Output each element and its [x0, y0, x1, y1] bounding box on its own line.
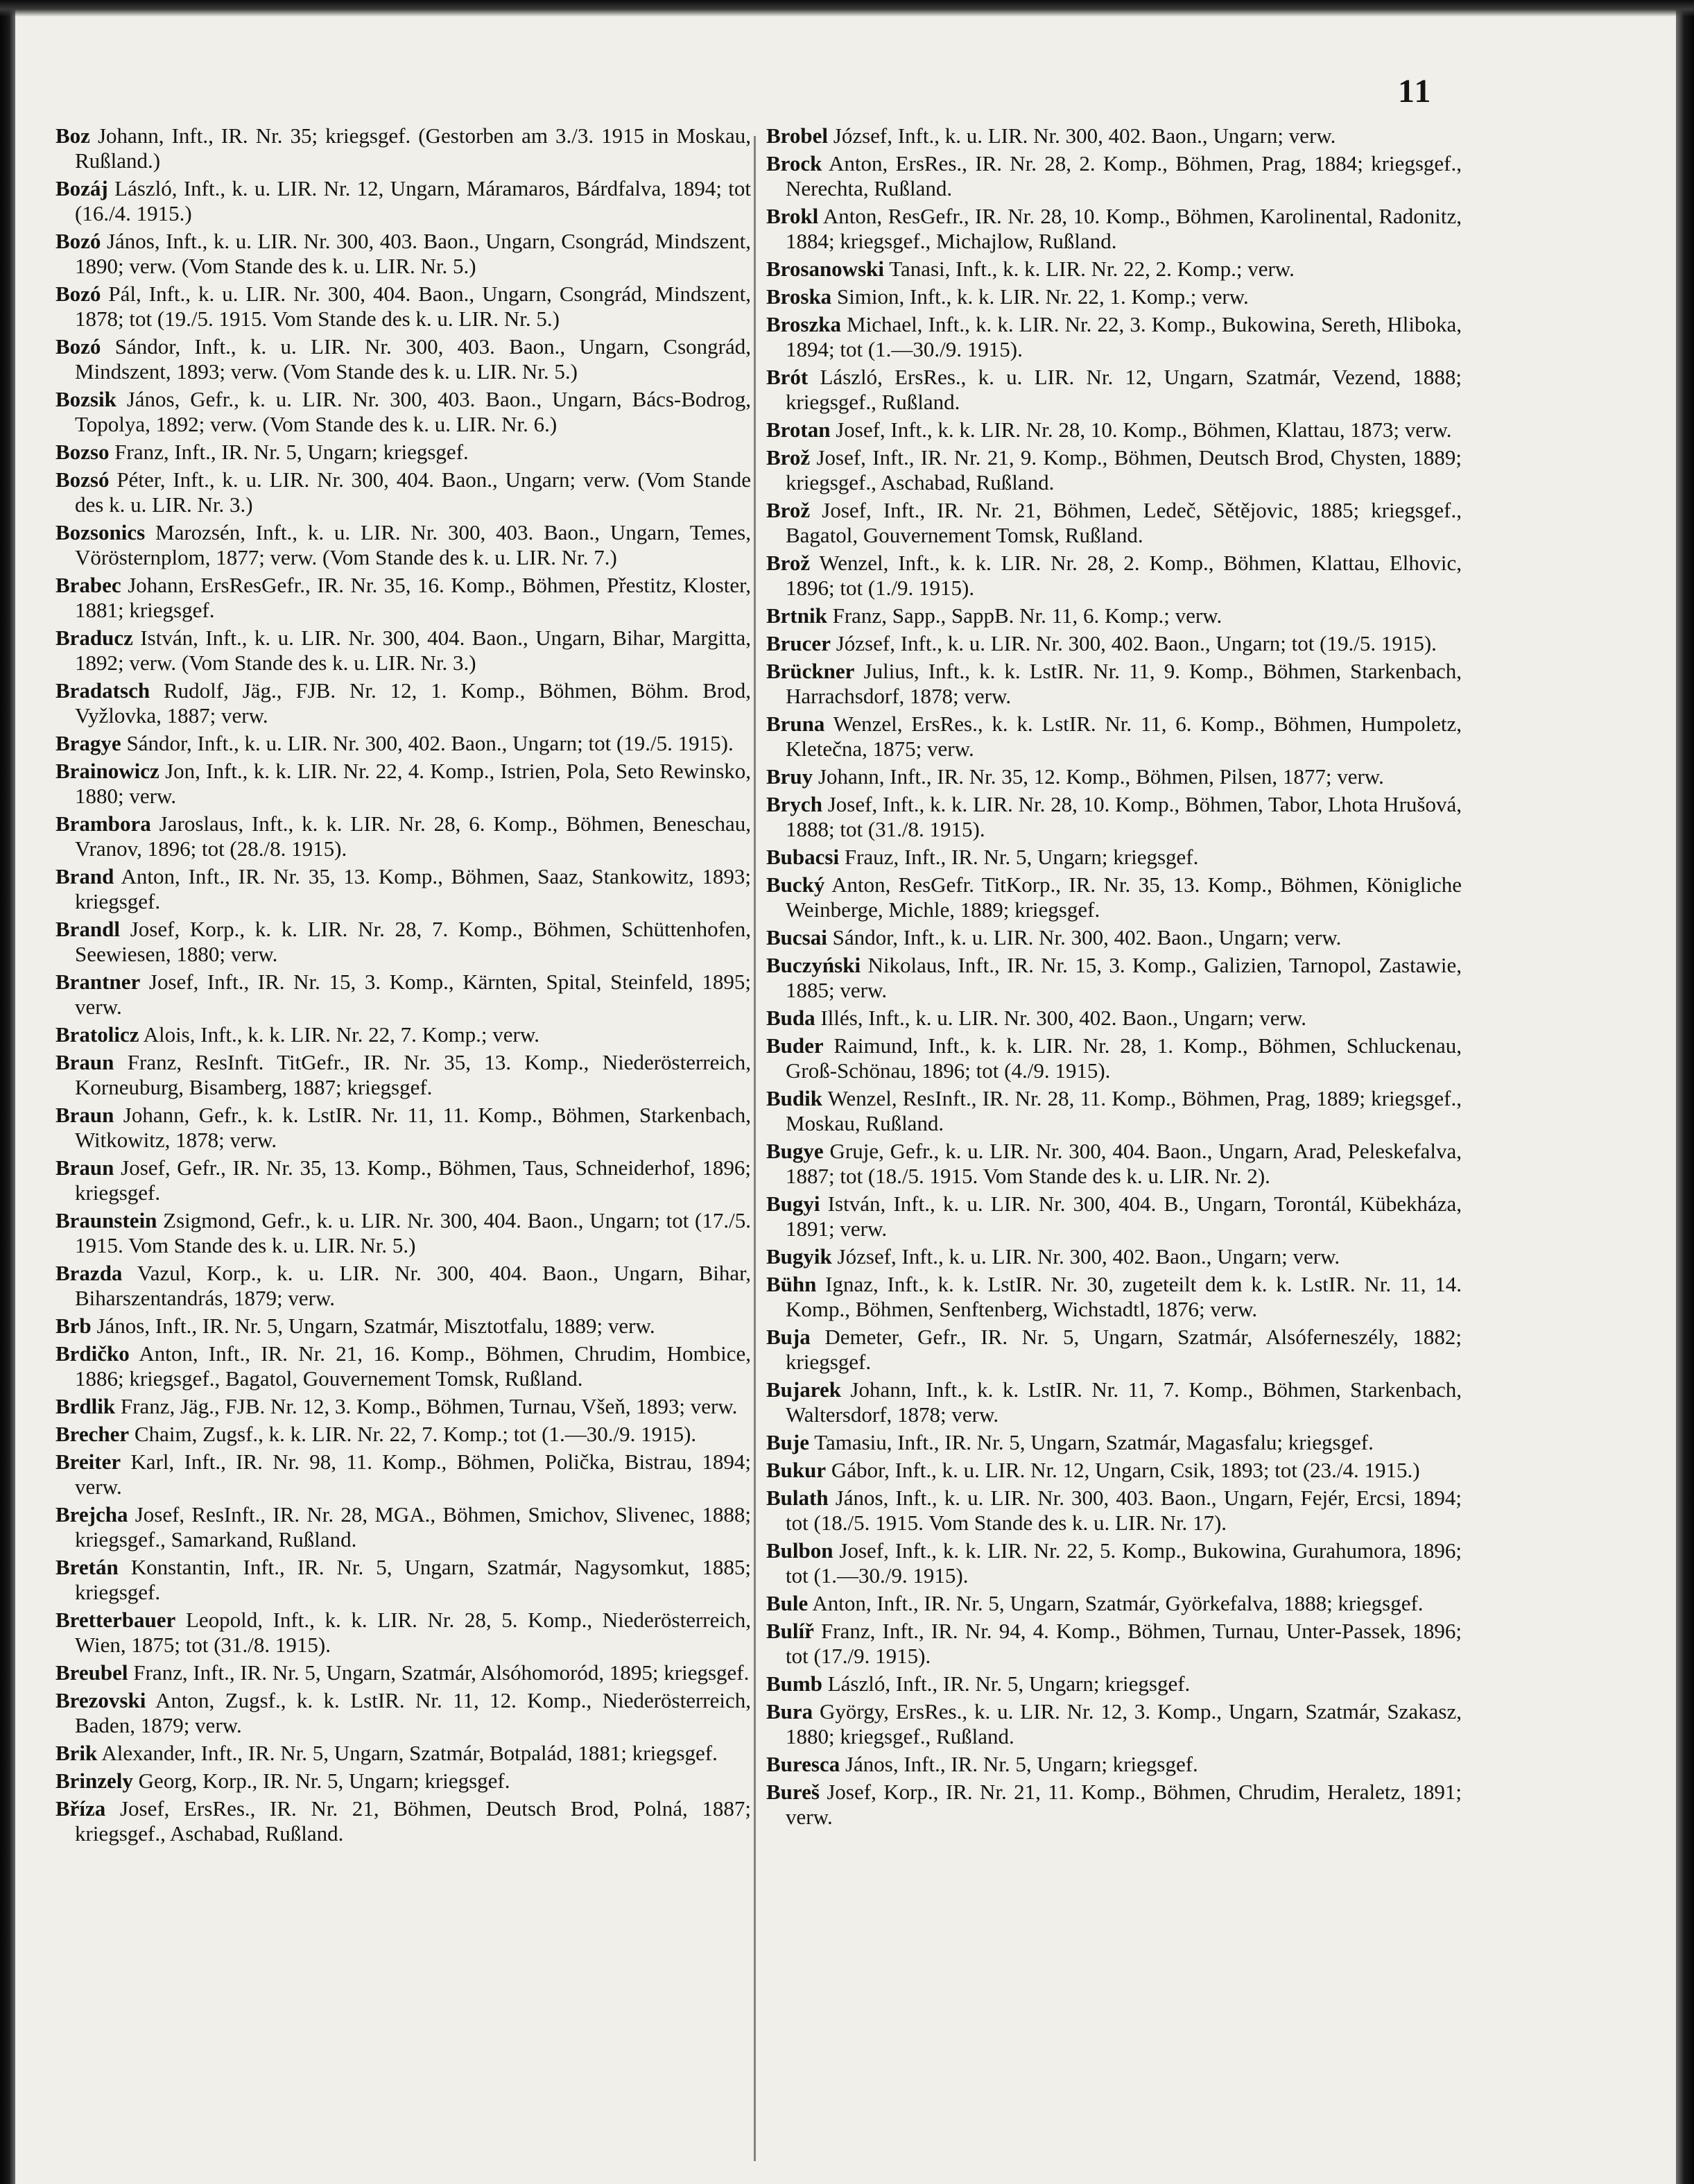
list-entry: [55, 1450, 751, 1499]
entry-details: Josef, ErsRes., IR. Nr. 21, Böhmen, Deutsch Brod, Polná, 1887; kriegsgef., Aschabad, Rußland.: [75, 1796, 752, 1846]
entry-name: Bujarek: [766, 1377, 841, 1402]
entry-details: Anton, ResGefr. TitKorp., IR. Nr. 35, 13. Komp., Böhmen, Königliche Weinberge, Michle, 1889; kriegsgef.: [786, 872, 1462, 922]
list-entry: [766, 1458, 1462, 1483]
entry-name: Bubacsi: [766, 845, 840, 869]
entry-details: Josef, Inft., k. k. LIR. Nr. 28, 10. Komp., Böhmen, Klattau, 1873; verw.: [836, 418, 1452, 442]
list-entry: [766, 925, 1462, 950]
list-entry: [55, 1314, 751, 1339]
entry-details: Vazul, Korp., k. u. LIR. Nr. 300, 404. Baon., Ungarn, Bihar, Biharszentandrás, 1879; verw.: [75, 1261, 751, 1310]
list-entry: [55, 1502, 751, 1552]
list-entry: [766, 312, 1462, 362]
entry-name: Brb: [55, 1314, 92, 1338]
list-entry: [766, 284, 1462, 309]
entry-details: Alois, Inft., k. k. LIR. Nr. 22, 7. Komp.; verw.: [143, 1022, 540, 1047]
entry-details: Alexander, Inft., IR. Nr. 5, Ungarn, Szatmár, Botpalád, 1881; kriegsgef.: [101, 1741, 718, 1765]
list-entry: [766, 551, 1462, 601]
entry-details: Anton, Inft., IR. Nr. 21, 16. Komp., Böhmen, Chrudim, Hombice, 1886; kriegsgef., Bagatol, Gouvernement Tomsk, Rußland.: [75, 1341, 751, 1391]
entry-details: László, Inft., IR. Nr. 5, Ungarn; kriegsgef.: [827, 1671, 1191, 1696]
entry-details: József, Inft., k. u. LIR. Nr. 300, 402. Baon., Ungarn; verw.: [837, 1244, 1340, 1269]
entry-name: Bradatsch: [55, 678, 150, 703]
entry-details: Pál, Inft., k. u. LIR. Nr. 300, 404. Baon., Ungarn, Csongrád, Mindszent, 1878; tot (19./5. 1915. Vom Stande des k. u. LIR. Nr. 5.): [75, 282, 752, 331]
list-entry: [55, 731, 751, 756]
entry-name: Brainowicz: [55, 759, 159, 783]
entry-name: Breubel: [55, 1660, 128, 1685]
page-edge-right: [1676, 0, 1694, 2184]
right-column: [766, 123, 1462, 1832]
entry-details: Josef, Gefr., IR. Nr. 35, 13. Komp., Böhmen, Taus, Schneiderhof, 1896; kriegsgef.: [75, 1155, 751, 1205]
list-entry: [55, 678, 751, 728]
list-entry: [55, 334, 751, 384]
entry-details: Johann, Gefr., k. k. LstIR. Nr. 11, 11. Komp., Böhmen, Starkenbach, Witkowitz, 1878; verw.: [75, 1103, 752, 1152]
list-entry: [766, 1325, 1462, 1375]
entry-details: Anton, Inft., IR. Nr. 5, Ungarn, Szatmár, Györkefalva, 1888; kriegsgef.: [812, 1591, 1424, 1615]
list-entry: [55, 1769, 751, 1794]
entry-details: Simion, Inft., k. k. LIR. Nr. 22, 1. Komp.; verw.: [836, 284, 1249, 309]
entry-details: Rudolf, Jäg., FJB. Nr. 12, 1. Komp., Böhmen, Böhm. Brod, Vyžlovka, 1887; verw.: [75, 678, 751, 728]
entry-details: Wenzel, Inft., k. k. LIR. Nr. 28, 2. Komp., Böhmen, Klattau, Elhovic, 1896; tot (1./9. 1915).: [786, 551, 1462, 600]
entry-name: Bukur: [766, 1458, 827, 1482]
entry-name: Bugye: [766, 1139, 824, 1163]
entry-details: Anton, ResGefr., IR. Nr. 28, 10. Komp., Böhmen, Karolinental, Radonitz, 1884; kriegsgef., Michajlow, Rußland.: [786, 204, 1462, 253]
entry-details: Johann, Inft., k. k. LstIR. Nr. 11, 7. Komp., Böhmen, Starkenbach, Waltersdorf, 1878; verw.: [786, 1377, 1462, 1427]
entry-details: Georg, Korp., IR. Nr. 5, Ungarn; kriegsgef.: [138, 1769, 510, 1793]
entry-details: Demeter, Gefr., IR. Nr. 5, Ungarn, Szatmár, Alsóferneszély, 1882; kriegsgef.: [786, 1325, 1462, 1374]
list-entry: [766, 764, 1462, 789]
entry-details: Josef, Inft., IR. Nr. 15, 3. Komp., Kärnten, Spital, Steinfeld, 1895; verw.: [75, 970, 752, 1019]
entry-details: Johann, Inft., IR. Nr. 35; kriegsgef. (Gestorben am 3./3. 1915 in Moskau, Rußland.): [75, 123, 751, 173]
entry-details: Sándor, Inft., k. u. LIR. Nr. 300, 402. Baon., Ungarn; verw.: [832, 925, 1342, 949]
entry-name: Bozsonics: [55, 520, 146, 544]
list-entry: [766, 1139, 1462, 1189]
list-entry: [55, 864, 751, 914]
entry-details: György, ErsRes., k. u. LIR. Nr. 12, 3. Komp., Ungarn, Szatmár, Szakasz, 1880; kriegsgef., Rußland.: [786, 1699, 1462, 1748]
list-entry: [55, 1341, 751, 1391]
entry-name: Bretterbauer: [55, 1608, 176, 1632]
entry-name: Buja: [766, 1325, 811, 1349]
entry-details: Josef, Inft., IR. Nr. 21, Böhmen, Ledeč, Sětějovic, 1885; kriegsgef., Bagatol, Gouvernement Tomsk, Rußland.: [786, 498, 1462, 547]
entry-name: Braducz: [55, 626, 133, 650]
entry-name: Budik: [766, 1086, 823, 1110]
entry-name: Bruy: [766, 764, 813, 789]
entry-name: Bozó: [55, 229, 101, 253]
entry-name: Brabec: [55, 573, 121, 597]
entry-details: Josef, Inft., k. k. LIR. Nr. 22, 5. Komp., Bukowina, Gurahumora, 1896; tot (1.—30./9. 1915).: [786, 1538, 1462, 1588]
entry-name: Buda: [766, 1006, 815, 1030]
entry-name: Buresca: [766, 1752, 840, 1776]
column-divider: [754, 136, 756, 2161]
entry-name: Brót: [766, 365, 809, 389]
entry-name: Bura: [766, 1699, 813, 1723]
list-entry: [55, 1660, 751, 1685]
entry-details: Konstantin, Inft., IR. Nr. 5, Ungarn, Szatmár, Nagysomkut, 1885; kriegsgef.: [75, 1555, 752, 1604]
entry-name: Brand: [55, 864, 114, 888]
entry-name: Bratolicz: [55, 1022, 139, 1047]
entry-name: Bugyik: [766, 1244, 832, 1269]
entry-name: Braun: [55, 1050, 114, 1074]
list-entry: [766, 659, 1462, 709]
page-edge-top: [0, 0, 1694, 17]
list-entry: [55, 123, 751, 173]
entry-name: Bretán: [55, 1555, 119, 1579]
entry-details: Karl, Inft., IR. Nr. 98, 11. Komp., Böhmen, Polička, Bistrau, 1894; verw.: [75, 1450, 752, 1499]
list-entry: [766, 1244, 1462, 1269]
entry-details: János, Inft., k. u. LIR. Nr. 300, 403. Baon., Ungarn, Fejér, Ercsi, 1894; tot (18./5. 1915. Vom Stande des k. u. LIR. Nr. 17).: [786, 1486, 1462, 1535]
entry-details: István, Inft., k. u. LIR. Nr. 300, 404. B., Ungarn, Torontál, Kübekháza, 1891; verw.: [786, 1192, 1462, 1241]
entry-name: Bühn: [766, 1272, 817, 1296]
list-entry: [766, 1619, 1462, 1669]
entry-name: Brejcha: [55, 1502, 128, 1527]
entry-name: Bulbon: [766, 1538, 833, 1563]
entry-name: Breiter: [55, 1450, 121, 1474]
entry-details: Josef, Inft., k. k. LIR. Nr. 28, 10. Komp., Böhmen, Tabor, Lhota Hrušová, 1888; tot (31./8. 1915).: [786, 792, 1462, 841]
entry-name: Buje: [766, 1430, 809, 1454]
entry-name: Brik: [55, 1741, 98, 1765]
entry-name: Boz: [55, 123, 90, 148]
entry-details: Wenzel, ResInft., IR. Nr. 28, 11. Komp., Böhmen, Prag, 1889; kriegsgef., Moskau, Rußland.: [786, 1086, 1462, 1135]
entry-name: Brož: [766, 498, 811, 522]
entry-details: Chaim, Zugsf., k. k. LIR. Nr. 22, 7. Komp.; tot (1.—30./9. 1915).: [134, 1422, 697, 1446]
entry-name: Bule: [766, 1591, 809, 1615]
entry-details: Tanasi, Inft., k. k. LIR. Nr. 22, 2. Komp.; verw.: [889, 257, 1295, 281]
entry-details: Raimund, Inft., k. k. LIR. Nr. 28, 1. Komp., Böhmen, Schluckenau, Groß-Schönau, 1896; tot (4./9. 1915).: [786, 1033, 1462, 1083]
list-entry: [766, 498, 1462, 548]
entry-name: Brokl: [766, 204, 819, 228]
list-entry: [766, 151, 1462, 201]
entry-name: Brož: [766, 445, 811, 470]
list-entry: [766, 1272, 1462, 1322]
list-entry: [766, 1377, 1462, 1427]
entry-name: Bugyi: [766, 1192, 820, 1216]
list-entry: [55, 1796, 751, 1846]
list-entry: [55, 573, 751, 623]
list-entry: [55, 1555, 751, 1605]
entry-details: Gruje, Gefr., k. u. LIR. Nr. 300, 404. Baon., Ungarn, Arad, Peleskefalva, 1887; tot (18./5. 1915. Vom Stande des k. u. LIR. Nr. 2).: [786, 1139, 1462, 1188]
list-entry: [766, 792, 1462, 842]
list-entry: [766, 1591, 1462, 1616]
entry-details: Franz, Jäg., FJB. Nr. 12, 3. Komp., Böhmen, Turnau, Všeň, 1893; verw.: [120, 1394, 738, 1418]
list-entry: [55, 282, 751, 332]
list-entry: [766, 1086, 1462, 1136]
entry-name: Brož: [766, 551, 811, 575]
entry-details: István, Inft., k. u. LIR. Nr. 300, 404. Baon., Ungarn, Bihar, Margitta, 1892; verw. (Vom Stande des k. u. LIR. Nr. 3.): [75, 626, 751, 675]
entry-details: János, Inft., k. u. LIR. Nr. 300, 403. Baon., Ungarn, Csongrád, Mindszent, 1890; verw. (Vom Stande des k. u. LIR. Nr. 5.): [75, 229, 751, 278]
entry-name: Brtnik: [766, 603, 827, 628]
entry-name: Brotan: [766, 418, 831, 442]
entry-details: Franz, Sapp., SappB. Nr. 11, 6. Komp.; verw.: [832, 603, 1222, 628]
entry-name: Brantner: [55, 970, 141, 994]
entry-details: Marozsén, Inft., k. u. LIR. Nr. 300, 403. Baon., Ungarn, Temes, Vörösternplom, 1877; verw. (Vom Stande des k. u. LIR. Nr. 7.): [75, 520, 751, 569]
list-entry: [766, 1671, 1462, 1696]
list-entry: [55, 759, 751, 809]
entry-name: Bozáj: [55, 176, 108, 200]
entry-name: Bucký: [766, 872, 825, 897]
list-entry: [766, 1538, 1462, 1588]
entry-details: László, ErsRes., k. u. LIR. Nr. 12, Ungarn, Szatmár, Vezend, 1888; kriegsgef., Rußland.: [786, 365, 1462, 414]
entry-details: Josef, Korp., k. k. LIR. Nr. 28, 7. Komp., Böhmen, Schüttenhofen, Seewiesen, 1880; verw.: [75, 917, 751, 966]
list-entry: [55, 467, 751, 517]
entry-name: Bozó: [55, 334, 101, 359]
list-entry: [766, 204, 1462, 254]
entry-details: Sándor, Inft., k. u. LIR. Nr. 300, 403. Baon., Ungarn, Csongrád, Mindszent, 1893; verw. (Vom Stande des k. u. LIR. Nr. 5.): [75, 334, 752, 384]
list-entry: [55, 970, 751, 1020]
entry-details: Anton, Zugsf., k. k. LstIR. Nr. 11, 12. Komp., Niederösterreich, Baden, 1879; verw.: [75, 1688, 751, 1737]
entry-name: Bulíř: [766, 1619, 814, 1643]
list-entry: [766, 1033, 1462, 1083]
list-entry: [766, 1752, 1462, 1777]
list-entry: [766, 445, 1462, 495]
entry-details: Franz, Inft., IR. Nr. 94, 4. Komp., Böhmen, Turnau, Unter-Passek, 1896; tot (17./9. 1915).: [786, 1619, 1462, 1668]
entry-details: Jon, Inft., k. k. LIR. Nr. 22, 4. Komp., Istrien, Pola, Seto Rewinsko, 1880; verw.: [75, 759, 752, 808]
entry-details: Josef, Inft., IR. Nr. 21, 9. Komp., Böhmen, Deutsch Brod, Chysten, 1889; kriegsgef., Aschabad, Rußland.: [786, 445, 1462, 495]
list-entry: [55, 229, 751, 279]
entry-name: Brdlik: [55, 1394, 116, 1418]
entry-details: Ignaz, Inft., k. k. LstIR. Nr. 30, zugeteilt dem k. k. LstIR. Nr. 11, 14. Komp., Böhmen, Senftenberg, Wichstadtl, 1876; verw.: [786, 1272, 1462, 1321]
list-entry: [55, 387, 751, 437]
left-column: [55, 123, 751, 1849]
list-entry: [55, 917, 751, 967]
entry-name: Bozsó: [55, 467, 110, 492]
list-entry: [766, 603, 1462, 628]
list-entry: [766, 123, 1462, 148]
page-number: 11: [1398, 73, 1433, 110]
list-entry: [766, 872, 1462, 922]
page-edge-left: [0, 0, 15, 2184]
entry-details: Michael, Inft., k. k. LIR. Nr. 22, 3. Komp., Bukowina, Sereth, Hliboka, 1894; tot (1.—30./9. 1915).: [786, 312, 1462, 361]
entry-name: Brecher: [55, 1422, 130, 1446]
list-entry: [55, 176, 751, 226]
entry-details: Jaroslaus, Inft., k. k. LIR. Nr. 28, 6. Komp., Böhmen, Beneschau, Vranov, 1896; tot (28./8. 1915).: [75, 811, 752, 861]
entry-details: Zsigmond, Gefr., k. u. LIR. Nr. 300, 404. Baon., Ungarn; tot (17./5. 1915. Vom Stande des k. u. LIR. Nr. 5.): [75, 1208, 751, 1257]
list-entry: [55, 1394, 751, 1419]
entry-details: Johann, ErsResGefr., IR. Nr. 35, 16. Komp., Böhmen, Přestitz, Kloster, 1881; kriegsgef.: [75, 573, 752, 622]
list-entry: [766, 1006, 1462, 1031]
list-entry: [55, 1103, 751, 1153]
entry-name: Brdičko: [55, 1341, 130, 1366]
entry-name: Brückner: [766, 659, 855, 683]
entry-name: Brucer: [766, 631, 831, 655]
list-entry: [55, 1741, 751, 1766]
list-entry: [766, 1430, 1462, 1455]
entry-details: Anton, ErsRes., IR. Nr. 28, 2. Komp., Böhmen, Prag, 1884; kriegsgef., Nerechta, Rußland.: [786, 151, 1462, 200]
entry-details: Nikolaus, Inft., IR. Nr. 15, 3. Komp., Galizien, Tarnopol, Zastawie, 1885; verw.: [786, 953, 1462, 1002]
entry-details: János, Inft., IR. Nr. 5, Ungarn; kriegsgef.: [845, 1752, 1198, 1776]
entry-name: Braunstein: [55, 1208, 157, 1232]
list-entry: [766, 845, 1462, 870]
entry-name: Brinzely: [55, 1769, 133, 1793]
list-entry: [55, 520, 751, 570]
list-entry: [55, 1422, 751, 1447]
entry-details: Gábor, Inft., k. u. LIR. Nr. 12, Ungarn, Csik, 1893; tot (23./4. 1915.): [831, 1458, 1420, 1482]
entry-details: Julius, Inft., k. k. LstIR. Nr. 11, 9. Komp., Böhmen, Starkenbach, Harrachsdorf, 1878; verw.: [786, 659, 1462, 708]
list-entry: [55, 1608, 751, 1658]
entry-details: József, Inft., k. u. LIR. Nr. 300, 402. Baon., Ungarn; verw.: [833, 123, 1336, 148]
entry-name: Brezovski: [55, 1688, 146, 1712]
list-entry: [766, 1780, 1462, 1830]
list-entry: [766, 257, 1462, 282]
entry-name: Brock: [766, 151, 822, 175]
entry-name: Brambora: [55, 811, 151, 836]
list-entry: [55, 1208, 751, 1258]
list-entry: [766, 631, 1462, 656]
entry-details: Leopold, Inft., k. k. LIR. Nr. 28, 5. Komp., Niederösterreich, Wien, 1875; tot (31./8. 1915).: [75, 1608, 752, 1657]
list-entry: [766, 1699, 1462, 1749]
list-entry: [55, 440, 751, 465]
entry-details: Tamasiu, Inft., IR. Nr. 5, Ungarn, Szatmár, Magasfalu; kriegsgef.: [814, 1430, 1374, 1454]
list-entry: [766, 1192, 1462, 1241]
entry-name: Bumb: [766, 1671, 822, 1696]
entry-name: Broszka: [766, 312, 841, 336]
entry-name: Bulath: [766, 1486, 829, 1510]
entry-name: Braun: [55, 1103, 114, 1127]
entry-details: Anton, Inft., IR. Nr. 35, 13. Komp., Böhmen, Saaz, Stankowitz, 1893; kriegsgef.: [75, 864, 751, 913]
entry-name: Buczyński: [766, 953, 861, 977]
list-entry: [766, 1486, 1462, 1536]
list-entry: [55, 811, 751, 861]
entry-details: Illés, Inft., k. u. LIR. Nr. 300, 402. Baon., Ungarn; verw.: [820, 1006, 1306, 1030]
entry-name: Bucsai: [766, 925, 827, 949]
entry-name: Brobel: [766, 123, 828, 148]
entry-name: Bragye: [55, 731, 121, 755]
entry-name: Bříza: [55, 1796, 106, 1821]
list-entry: [766, 365, 1462, 415]
list-entry: [55, 1155, 751, 1205]
entry-details: János, Gefr., k. u. LIR. Nr. 300, 403. Baon., Ungarn, Bács-Bodrog, Topolya, 1892; verw. (Vom Stande des k. u. LIR. Nr. 6.): [75, 387, 752, 436]
entry-name: Bozó: [55, 282, 101, 306]
entry-name: Buder: [766, 1033, 824, 1058]
entry-details: Frauz, Inft., IR. Nr. 5, Ungarn; kriegsgef.: [844, 845, 1199, 869]
entry-details: Johann, Inft., IR. Nr. 35, 12. Komp., Böhmen, Pilsen, 1877; verw.: [818, 764, 1384, 789]
list-entry: [766, 953, 1462, 1003]
entry-details: Sándor, Inft., k. u. LIR. Nr. 300, 402. Baon., Ungarn; tot (19./5. 1915).: [126, 731, 734, 755]
list-entry: [766, 418, 1462, 442]
entry-details: Josef, Korp., IR. Nr. 21, 11. Komp., Böhmen, Chrudim, Heraletz, 1891; verw.: [786, 1780, 1462, 1829]
list-entry: [55, 1261, 751, 1311]
entry-name: Braun: [55, 1155, 114, 1180]
entry-details: József, Inft., k. u. LIR. Nr. 300, 402. Baon., Ungarn; tot (19./5. 1915).: [836, 631, 1437, 655]
entry-name: Bozsik: [55, 387, 116, 411]
entry-details: Franz, Inft., IR. Nr. 5, Ungarn; kriegsgef.: [114, 440, 469, 464]
entry-details: Péter, Inft., k. u. LIR. Nr. 300, 404. Baon., Ungarn; verw. (Vom Stande des k. u. LIR. Nr. 3.): [75, 467, 752, 517]
list-entry: [55, 626, 751, 676]
entry-name: Broska: [766, 284, 832, 309]
entry-details: Franz, ResInft. TitGefr., IR. Nr. 35, 13. Komp., Niederösterreich, Korneuburg, Bisamberg, 1887; kriegsgef.: [75, 1050, 752, 1099]
entry-name: Brazda: [55, 1261, 123, 1285]
entry-details: János, Inft., IR. Nr. 5, Ungarn, Szatmár, Misztotfalu, 1889; verw.: [96, 1314, 655, 1338]
entry-name: Brosanowski: [766, 257, 884, 281]
entry-details: László, Inft., k. u. LIR. Nr. 12, Ungarn, Máramaros, Bárdfalva, 1894; tot (16./4. 1915.): [75, 176, 752, 225]
entry-name: Bureš: [766, 1780, 820, 1804]
entry-details: Josef, ResInft., IR. Nr. 28, MGA., Böhmen, Smichov, Slivenec, 1888; kriegsgef., Samarkand, Rußland.: [75, 1502, 751, 1551]
list-entry: [55, 1688, 751, 1738]
entry-name: Bozso: [55, 440, 110, 464]
list-entry: [766, 712, 1462, 762]
list-entry: [55, 1050, 751, 1100]
list-entry: [55, 1022, 751, 1047]
entry-name: Brych: [766, 792, 822, 816]
entry-details: Franz, Inft., IR. Nr. 5, Ungarn, Szatmár, Alsóhomoród, 1895; kriegsgef.: [133, 1660, 750, 1685]
entry-name: Bruna: [766, 712, 825, 736]
entry-name: Brandl: [55, 917, 121, 941]
entry-details: Wenzel, ErsRes., k. k. LstIR. Nr. 11, 6. Komp., Böhmen, Humpoletz, Kletečna, 1875; verw.: [786, 712, 1462, 761]
